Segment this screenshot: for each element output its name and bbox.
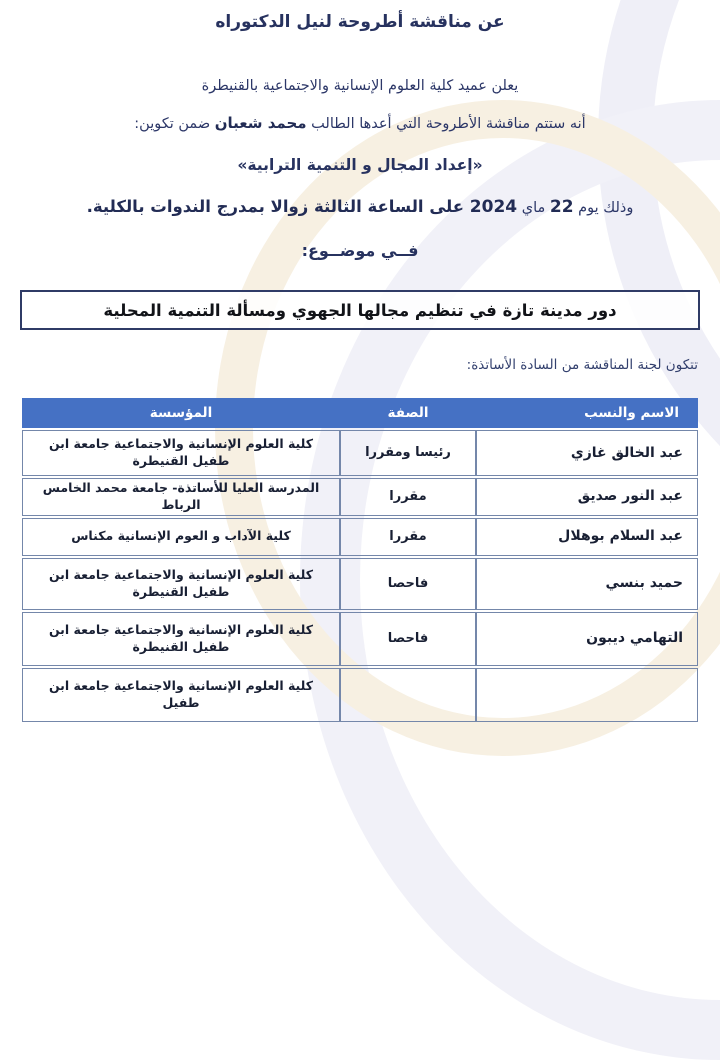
header-role: الصفة [340, 398, 476, 428]
page-title: عن مناقشة أطروحة لنيل الدكتوراه [215, 12, 505, 32]
member-institution: المدرسة العليا للأساتذة- جامعة محمد الخامس الرباط [22, 478, 340, 516]
member-institution: كلية العلوم الإنسانية والاجتماعية جامعة ابن طفيل القنيطرة [22, 612, 340, 666]
member-name [476, 668, 698, 722]
table-row [22, 668, 698, 722]
header-name: الاسم والنسب [476, 398, 698, 428]
program-title: «إعداد المجال و التنمية الترابية» [237, 156, 483, 174]
header-row [22, 398, 698, 428]
table-row [22, 558, 698, 610]
date-time-place: على الساعة الثالثة زوالا بمدرج الندوات بالكلية. [86, 197, 470, 216]
table-row [22, 430, 698, 476]
subject-title-box [20, 290, 700, 330]
member-institution: كلية العلوم الإنسانية والاجتماعية جامعة ابن طفيل القنيطرة [22, 430, 340, 476]
subject-label: فــي موضــوع: [301, 241, 419, 260]
member-role: مقررا [340, 518, 476, 556]
member-name: عبد النور صديق [476, 478, 698, 516]
date-prefix: وذلك يوم [573, 200, 634, 216]
member-name: عبد الخالق غازي [476, 430, 698, 476]
dean-announcement-line: يعلن عميد كلية العلوم الإنسانية والاجتماعية بالقنيطرة [201, 78, 519, 94]
header-institution: المؤسسة [22, 398, 340, 428]
member-role: فاحصا [340, 612, 476, 666]
date-day: 22 [549, 197, 574, 217]
member-institution: كلية العلوم الإنسانية والاجتماعية جامعة ابن طفيل القنيطرة [22, 558, 340, 610]
committee-intro: تتكون لجنة المناقشة من السادة الأساتذة: [466, 357, 698, 373]
committee-table-header [22, 398, 698, 428]
member-name: التهامي ديبون [476, 612, 698, 666]
table-row [22, 478, 698, 516]
student-line-suffix: ضمن تكوين: [134, 116, 215, 132]
subject-title: دور مدينة تازة في تنظيم مجالها الجهوي ومسألة التنمية المحلية [103, 300, 617, 320]
date-month: ماي [517, 200, 550, 216]
member-role: فاحصا [340, 558, 476, 610]
member-name: حميد بنسي [476, 558, 698, 610]
date-year: 2024 [469, 197, 518, 217]
member-role [340, 668, 476, 722]
student-line [0, 114, 720, 132]
student-name: محمد شعبان [214, 114, 307, 132]
member-role: رئيسا ومقررا [340, 430, 476, 476]
member-name: عبد السلام بوهلال [476, 518, 698, 556]
committee-table [22, 396, 698, 724]
table-row [22, 518, 698, 556]
member-institution: كلية الآداب و العوم الإنسانية مكناس [22, 518, 340, 556]
student-line-prefix: أنه ستتم مناقشة الأطروحة التي أعدها الطالب [306, 116, 586, 132]
member-role: مقررا [340, 478, 476, 516]
date-line [0, 197, 720, 217]
table-row [22, 612, 698, 666]
member-institution: كلية العلوم الإنسانية والاجتماعية جامعة ابن طفيل [22, 668, 340, 722]
